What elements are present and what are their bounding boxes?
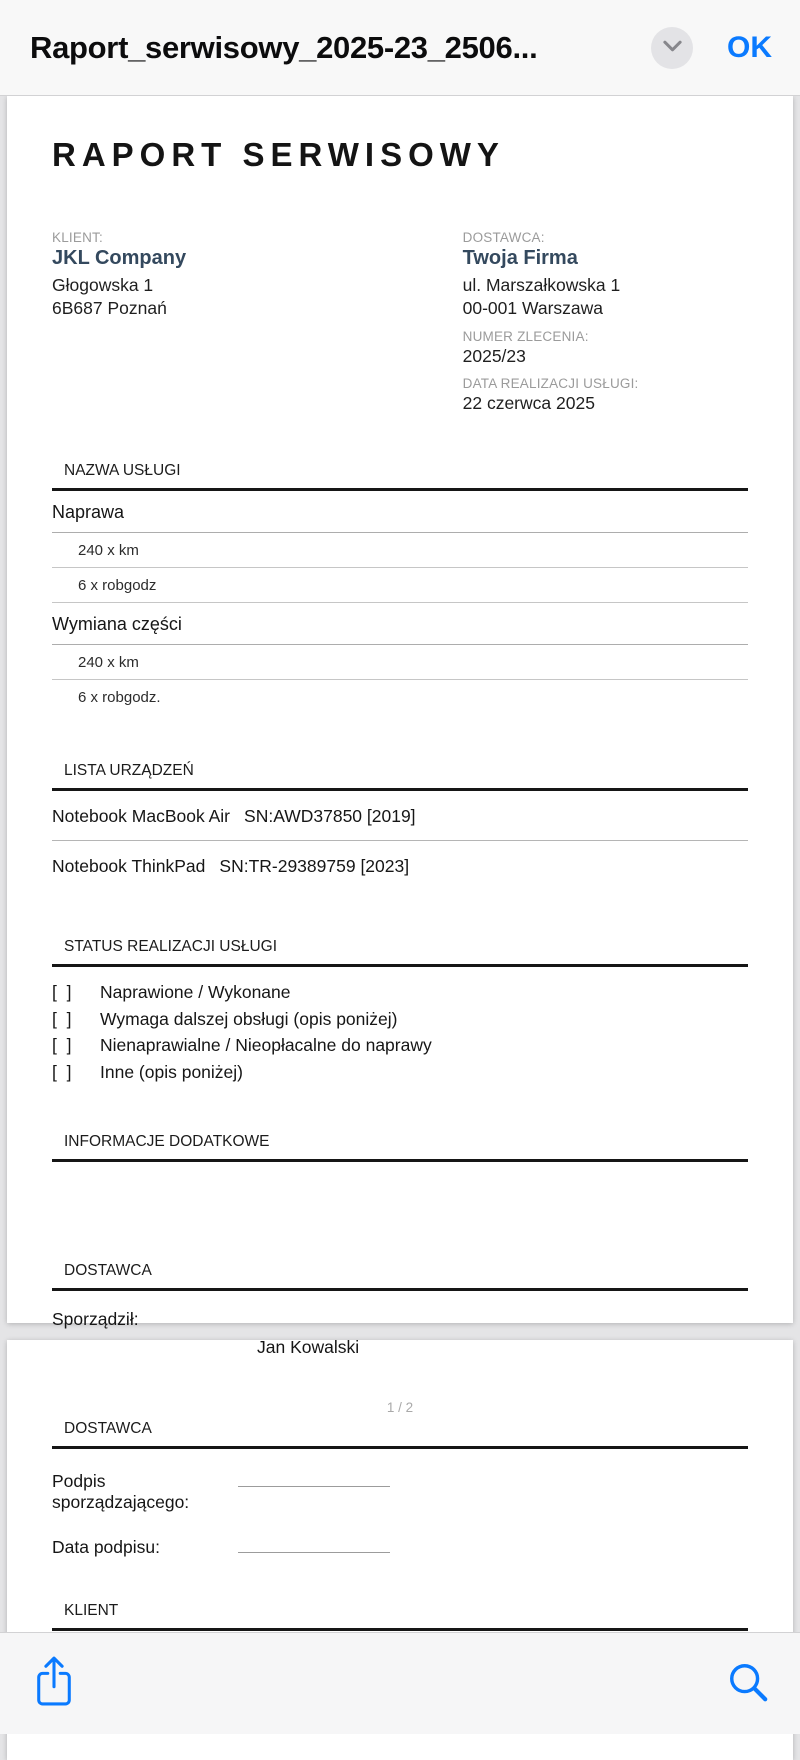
supplier-address-line-1: ul. Marszałkowska 1	[462, 275, 621, 295]
status-option	[52, 1059, 748, 1086]
device-name: Notebook ThinkPad	[52, 856, 206, 876]
devices-section	[52, 762, 748, 890]
service-date-label: DATA REALIZACJI USŁUGI:	[462, 376, 639, 391]
supplier-signoff-header: DOSTAWCA	[64, 1262, 152, 1279]
service-row: Wymiana części	[52, 603, 748, 645]
document-scroll-area[interactable]	[0, 96, 800, 1632]
status-option-label: Inne (opis poniżej)	[100, 1061, 243, 1082]
signature-label: Podpis sporządzającego:	[52, 1471, 190, 1512]
checkbox-empty: [ ]	[52, 1008, 72, 1029]
signature-blank-line	[238, 1467, 390, 1487]
status-option-label: Wymaga dalszej obsługi (opis poniżej)	[100, 1008, 398, 1029]
service-subrow: 6 x robgodz.	[78, 689, 161, 706]
device-serial: SN:AWD37850 [2019]	[244, 806, 416, 826]
prepared-by-name: Jan Kowalski	[257, 1337, 360, 1357]
service-row: Naprawa	[52, 491, 748, 533]
status-option	[52, 1032, 748, 1059]
service-subrow: 6 x robgodz	[52, 568, 748, 603]
signature-date-label: Data podpisu:	[52, 1537, 160, 1557]
client-name: JKL Company	[52, 247, 187, 269]
report-title: RAPORT SERWISOWY	[52, 136, 505, 173]
client-label: KLIENT:	[52, 230, 103, 245]
file-options-button[interactable]	[651, 27, 693, 69]
share-button[interactable]	[33, 1655, 75, 1712]
status-option	[52, 979, 748, 1006]
status-header: STATUS REALIZACJI USŁUGI	[64, 938, 278, 955]
supplier-block	[463, 230, 748, 414]
client-block	[52, 230, 463, 414]
service-subrow: 240 x km	[52, 645, 748, 680]
share-icon	[33, 1655, 75, 1712]
status-option	[52, 1006, 748, 1033]
chevron-down-icon	[663, 39, 682, 57]
extra-info-empty-space	[52, 1162, 748, 1262]
prepared-by-label: Sporządził:	[52, 1309, 139, 1329]
status-option-label: Nienaprawialne / Nieopłacalne do naprawy	[100, 1035, 432, 1055]
supplier-name: Twoja Firma	[462, 247, 578, 269]
signature-date-blank-line	[238, 1533, 390, 1553]
order-number-value: 2025/23	[462, 346, 526, 366]
checkbox-empty: [ ]	[52, 982, 72, 1002]
device-name: Notebook MacBook Air	[52, 806, 231, 826]
supplier-signature-section	[52, 1340, 748, 1558]
page-number: 1 / 2	[386, 1400, 414, 1415]
order-number-block	[463, 329, 748, 367]
extra-info-section	[52, 1133, 748, 1262]
device-row	[52, 791, 748, 841]
client-address-line-2: 6B687 Poznań	[52, 298, 167, 318]
services-header: NAZWA USŁUGI	[64, 462, 181, 479]
services-section	[52, 462, 748, 714]
parties-block	[52, 230, 748, 414]
pdf-page-1	[7, 96, 793, 1415]
checkbox-empty: [ ]	[52, 1035, 72, 1055]
device-serial: SN:TR-29389759 [2023]	[219, 856, 410, 876]
bottom-toolbar	[0, 1632, 800, 1734]
service-subrow: 240 x km	[52, 533, 748, 568]
supplier-signature-header: DOSTAWCA	[64, 1420, 152, 1437]
search-icon	[726, 1660, 770, 1707]
extra-info-header: INFORMACJE DODATKOWE	[64, 1133, 270, 1150]
search-button[interactable]	[726, 1660, 770, 1707]
signature-date-row	[52, 1513, 748, 1558]
status-section	[52, 938, 748, 1085]
signature-row	[52, 1449, 748, 1513]
device-row	[52, 841, 748, 890]
service-date-block	[463, 376, 748, 414]
file-title: Raport_serwisowy_2025-23_2506...	[30, 29, 538, 65]
devices-header: LISTA URZĄDZEŃ	[64, 762, 194, 779]
supplier-address-line-2: 00-001 Warszawa	[462, 298, 604, 318]
ok-button[interactable]: OK	[727, 30, 772, 64]
supplier-label: DOSTAWCA:	[462, 230, 545, 245]
top-navigation-bar	[0, 0, 800, 96]
client-signature-header: KLIENT	[64, 1602, 119, 1619]
client-address-line-1: Głogowska 1	[52, 275, 154, 295]
service-date-value: 22 czerwca 2025	[462, 393, 595, 413]
checkbox-empty: [ ]	[52, 1061, 72, 1082]
status-option-label: Naprawione / Wykonane	[100, 982, 291, 1002]
status-options	[52, 967, 748, 1085]
order-number-label: NUMER ZLECENIA:	[462, 329, 589, 344]
